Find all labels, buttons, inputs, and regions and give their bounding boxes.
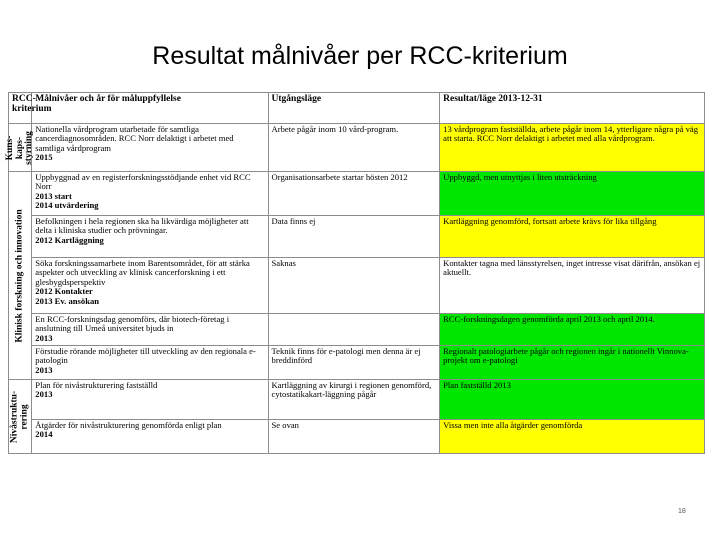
table-row — [9, 216, 705, 258]
goal-cell — [32, 124, 268, 172]
table-header-row — [9, 93, 705, 124]
baseline-cell: Arbete pågår inom 10 vård-program. — [268, 124, 440, 172]
result-cell: Kartläggning genomförd, fortsatt arbete krävs för lika tillgång — [440, 216, 705, 258]
table-row — [9, 314, 705, 346]
goal-text: Nationella vårdprogram utarbetade för samtliga cancerdiagnosområden. RCC Norr delaktigt i arbetet med samtliga vårdprogram — [35, 124, 234, 153]
goal-text: En RCC-forskningsdag genomförs, där biotech-företag i anslutning till Umeå universitet bjuds in — [35, 314, 230, 334]
goal-text: Åtgärder för nivåstrukturering genomförda enligt plan — [35, 420, 222, 430]
goal-cell — [32, 258, 268, 314]
goal-text: Befolkningen i hela regionen ska ha likvärdiga möjligheter att delta i kliniska studier och prövningar. — [35, 216, 249, 236]
baseline-cell — [268, 314, 440, 346]
table-row — [9, 258, 705, 314]
result-cell: Vissa men inte alla åtgärder genomförda — [440, 420, 705, 454]
goal-text: Uppbyggnad av en registerforskningsstödjande enhet vid RCC Norr — [35, 172, 251, 192]
goal-years: 2013 — [35, 332, 53, 343]
goal-cell — [32, 346, 268, 380]
baseline-cell: Teknik finns för e-patologi men denna är ej breddinförd — [268, 346, 440, 380]
table-row — [9, 380, 705, 420]
goal-years: 2012 Kontakter 2013 Ev. ansökan — [35, 286, 100, 306]
slide-title: Resultat målnivåer per RCC-kriterium — [152, 42, 568, 70]
goal-cell — [32, 216, 268, 258]
header-baseline: Utgångsläge — [268, 93, 440, 124]
header-goals: Målnivåer och år för måluppfyllelse — [32, 93, 268, 124]
goal-cell — [32, 380, 268, 420]
result-cell: RCC-forskningsdagen genomförda april 2013 och april 2014. — [440, 314, 705, 346]
result-cell: Regionalt patologiarbete pågår och regionen ingår i nationellt Vinnova-projekt om e-patologi — [440, 346, 705, 380]
category-forskning — [9, 172, 32, 380]
page-number: 18 — [678, 508, 686, 515]
goal-years: 2013 start 2014 utvärdering — [35, 190, 99, 211]
header-result: Resultat/läge 2013-12-31 — [440, 93, 705, 124]
baseline-cell: Data finns ej — [268, 216, 440, 258]
goal-years: 2012 Kartläggning — [35, 234, 104, 245]
category-label: Kuns- kaps- styrning — [4, 130, 34, 165]
result-cell: Plan fastställd 2013 — [440, 380, 705, 420]
result-cell: Uppbyggd, men utnyttjas i liten utsträckning — [440, 172, 705, 216]
table-row — [9, 420, 705, 454]
results-table — [4, 92, 705, 454]
table-row — [9, 124, 705, 172]
goal-years: 2013 — [35, 364, 53, 375]
goal-cell — [32, 314, 268, 346]
goal-years: 2013 — [35, 389, 53, 400]
goal-cell — [32, 172, 268, 216]
table-row — [9, 172, 705, 216]
goal-years: 2015 — [35, 152, 53, 163]
category-label: Klinisk forskning och innovation — [14, 208, 25, 343]
baseline-cell: Saknas — [268, 258, 440, 314]
goal-text: Söka forskningssamarbete inom Barentsområdet, för att stärka aspekter och utveckling av klinisk cancerforskning i ett glesbygdsperspektiv — [35, 258, 250, 287]
goal-cell — [32, 420, 268, 454]
goal-years: 2014 — [35, 429, 53, 440]
header-criterion: RCC-kriterium — [9, 93, 32, 124]
category-nivastrukturering — [9, 380, 32, 454]
category-kunskapsstyrning — [4, 124, 34, 172]
result-cell: 13 vårdprogram fastställda, arbete pågår inom 14, ytterligare några på väg att starta. RCC Norr delaktigt i arbetet med alla vårdprogram. — [440, 124, 705, 172]
baseline-cell: Se ovan — [268, 420, 440, 454]
baseline-cell: Kartläggning av kirurgi i regionen genomförd, cytostatikakart-läggning pågår — [268, 380, 440, 420]
baseline-cell: Organisationsarbete startar hösten 2012 — [268, 172, 440, 216]
goal-text: Förstudie rörande möjligheter till utveckling av den regionala e-patologin — [35, 346, 256, 366]
result-cell: Kontakter tagna med länsstyrelsen, inget intresse visat därifrån, ansökan ej aktuellt. — [440, 258, 705, 314]
goal-text: Plan för nivåstrukturering fastställd — [35, 380, 158, 390]
table-row — [9, 346, 705, 380]
category-label: Nivåstruktu- rering — [9, 390, 30, 443]
